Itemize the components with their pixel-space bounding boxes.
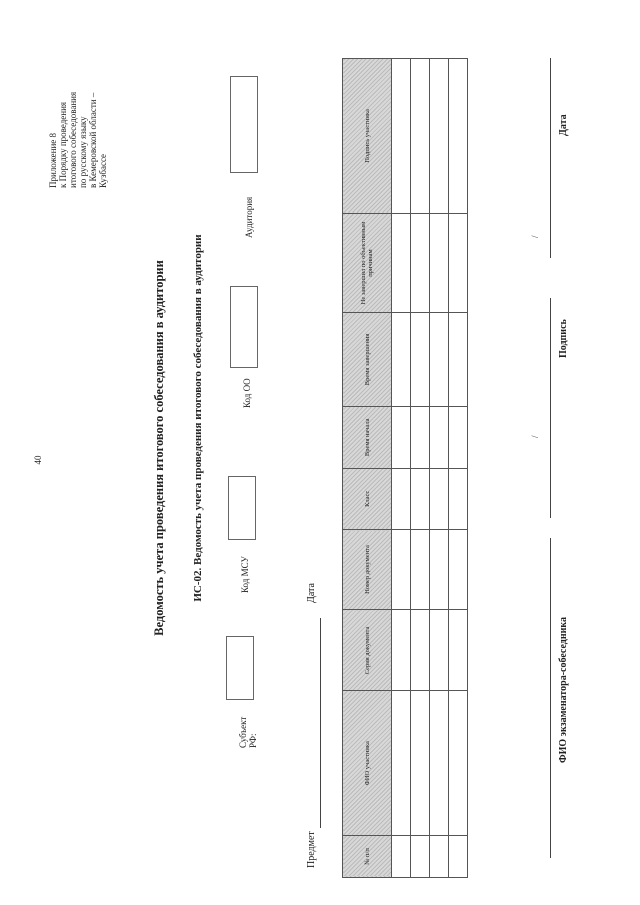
cell[interactable]	[430, 213, 449, 312]
table-header-row	[343, 59, 392, 878]
slash-separator: /	[530, 435, 540, 438]
header-signature: Подпись участника	[343, 59, 392, 214]
predmet-line[interactable]	[320, 618, 321, 828]
cell[interactable]	[411, 529, 430, 610]
cell[interactable]	[430, 610, 449, 691]
cell[interactable]	[411, 610, 430, 691]
cell[interactable]	[411, 406, 430, 469]
cell[interactable]	[430, 529, 449, 610]
form-subtitle: ИС-02. Ведомость учета проведения итогового собеседования в аудитории	[192, 234, 204, 602]
room-label: Аудитория	[244, 196, 254, 238]
cell[interactable]	[392, 59, 411, 214]
cell[interactable]	[449, 313, 468, 406]
examiner-label: ФИО экзаменатора-собеседника	[558, 617, 569, 763]
table-row	[392, 59, 411, 878]
header-start: Время начала	[343, 406, 392, 469]
slash-separator: /	[530, 235, 540, 238]
attendance-table	[342, 58, 468, 878]
cell[interactable]	[449, 213, 468, 312]
header-series: Серия документа	[343, 610, 392, 691]
cell[interactable]	[392, 691, 411, 836]
header-fio: ФИО участника	[343, 691, 392, 836]
cell[interactable]	[392, 469, 411, 529]
oo-label: Код ОО	[242, 378, 252, 408]
appendix-note	[48, 38, 108, 188]
cell[interactable]	[411, 469, 430, 529]
date-line[interactable]	[550, 58, 551, 258]
cell[interactable]	[449, 406, 468, 469]
header-num: № п/п	[343, 835, 392, 877]
table-row	[411, 59, 430, 878]
appendix-line: к Порядку проведения	[58, 101, 68, 188]
cell[interactable]	[449, 835, 468, 877]
cell[interactable]	[392, 529, 411, 610]
date-label: Дата	[306, 583, 317, 603]
cell[interactable]	[430, 406, 449, 469]
document-title: Ведомость учета проведения итогового собеседования в аудитории	[152, 260, 166, 636]
cell[interactable]	[430, 691, 449, 836]
signature-label: Подпись	[558, 319, 569, 358]
cell[interactable]	[430, 469, 449, 529]
predmet-label: Предмет	[306, 831, 317, 868]
msu-label: Код МСУ	[240, 556, 250, 593]
oo-input-box[interactable]	[230, 286, 258, 368]
cell[interactable]	[430, 313, 449, 406]
cell[interactable]	[392, 610, 411, 691]
cell[interactable]	[392, 406, 411, 469]
header-number: Номер документа	[343, 529, 392, 610]
header-not-finished: Не завершил по объективным причинам	[343, 213, 392, 312]
subject-label: Субъект РФ:	[238, 716, 258, 748]
cell[interactable]	[449, 469, 468, 529]
room-input-box[interactable]	[230, 76, 258, 173]
signature-line[interactable]	[550, 298, 551, 518]
appendix-line: Кузбассе	[98, 153, 108, 188]
cell[interactable]	[449, 59, 468, 214]
cell[interactable]	[411, 213, 430, 312]
appendix-line: итогового собеседования	[68, 91, 78, 188]
appendix-line: в Кемеровской области –	[88, 92, 98, 188]
cell[interactable]	[430, 59, 449, 214]
cell[interactable]	[392, 213, 411, 312]
cell[interactable]	[392, 313, 411, 406]
cell[interactable]	[449, 691, 468, 836]
subject-input-box[interactable]	[226, 636, 254, 700]
cell[interactable]	[411, 691, 430, 836]
cell[interactable]	[411, 59, 430, 214]
table-row	[449, 59, 468, 878]
cell[interactable]	[449, 610, 468, 691]
cell[interactable]	[430, 835, 449, 877]
msu-input-box[interactable]	[228, 476, 256, 540]
appendix-line: по русскому языку	[78, 116, 88, 188]
header-class: Класс	[343, 469, 392, 529]
cell[interactable]	[449, 529, 468, 610]
page-number: 40	[33, 455, 43, 465]
appendix-line: Приложение 8	[48, 132, 58, 188]
examiner-line[interactable]	[550, 538, 551, 858]
rotated-sheet	[30, 38, 610, 878]
table-row	[430, 59, 449, 878]
header-end: Время завершения	[343, 313, 392, 406]
cell[interactable]	[392, 835, 411, 877]
cell[interactable]	[411, 835, 430, 877]
cell[interactable]	[411, 313, 430, 406]
footer-date-label: Дата	[558, 114, 569, 136]
